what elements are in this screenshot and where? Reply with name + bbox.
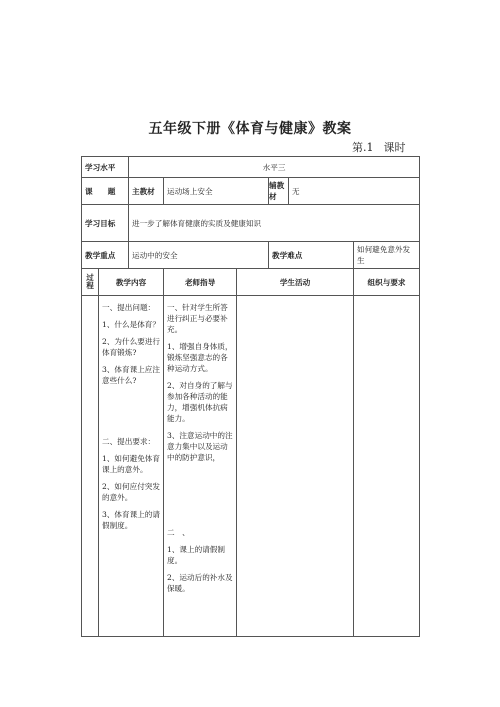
key-row (82, 242, 420, 269)
student-cell (237, 296, 354, 637)
process-header: 过程 (82, 269, 99, 296)
difficulty-label: 教学难点 (269, 242, 354, 269)
teacher-header: 老师指导 (164, 269, 237, 296)
content-header: 教学内容 (99, 269, 164, 296)
topic-label: 课 题 (82, 178, 129, 205)
org-header: 组织与要求 (354, 269, 420, 296)
body-row (82, 296, 420, 637)
process-cell (82, 296, 99, 637)
lesson-plan-table (81, 156, 420, 637)
topic-row (82, 178, 420, 205)
key-point-label: 教学重点 (82, 242, 129, 269)
teacher-item: 2、对自身的了解与参加各种活动的能力，增强机体抗病能力。 (167, 381, 233, 423)
goal-value: 进一步了解体育健康的实质及健康知识 (129, 205, 420, 242)
teacher-item: 1、增强自身体质，锻炼坚强意志的各种运动方式。 (167, 342, 233, 373)
document-title: 五年级下册《体育与健康》教案 (148, 121, 352, 137)
lesson-number (352, 139, 406, 155)
org-cell (354, 296, 420, 637)
teacher-item: 一、针对学生所答进行纠正与必要补充。 (167, 303, 228, 334)
difficulty-value: 如何避免意外发生 (354, 242, 420, 269)
main-material-value: 运动场上安全 (164, 178, 269, 205)
lesson-suffix: 课时 (383, 141, 406, 154)
content-item: 2、如何应付突发的意外。 (102, 482, 160, 502)
aux-material-value: 无 (289, 178, 420, 205)
teacher-cell (164, 296, 237, 637)
content-cell (99, 296, 164, 637)
content-item: 3、体育课上应注意些什么? (102, 365, 160, 385)
student-header: 学生活动 (237, 269, 354, 296)
content-item: 3、体育课上的请假制度。 (102, 510, 160, 530)
aux-material-label: 辅教材 (269, 178, 289, 205)
content-item: 2、为什么要进行体育锻炼? (102, 337, 160, 357)
key-point-value: 运动中的安全 (129, 242, 269, 269)
goal-row (82, 205, 420, 242)
main-material-label: 主教材 (129, 178, 164, 205)
lesson-prefix: 第.1 (352, 141, 374, 154)
teacher-item: 二 、 (167, 528, 190, 537)
content-item: 二、提出要求： (102, 437, 156, 446)
content-item: 1、如何避免体育课上的意外。 (102, 454, 160, 474)
content-item: 一、提出问题： (102, 303, 156, 312)
teacher-item: 3、注意运动中的注意力集中以及运动中的防护意识， (167, 431, 233, 462)
level-row (82, 157, 420, 178)
teacher-item: 1、课上的请假制度。 (167, 545, 225, 565)
level-label: 学习水平 (82, 157, 129, 178)
header-row (82, 269, 420, 296)
level-value: 水平三 (129, 157, 420, 178)
goal-label: 学习目标 (82, 205, 129, 242)
content-item: 1、什么是体育？ (102, 320, 160, 329)
teacher-item: 2、运动后的补水及保暖。 (167, 573, 233, 593)
